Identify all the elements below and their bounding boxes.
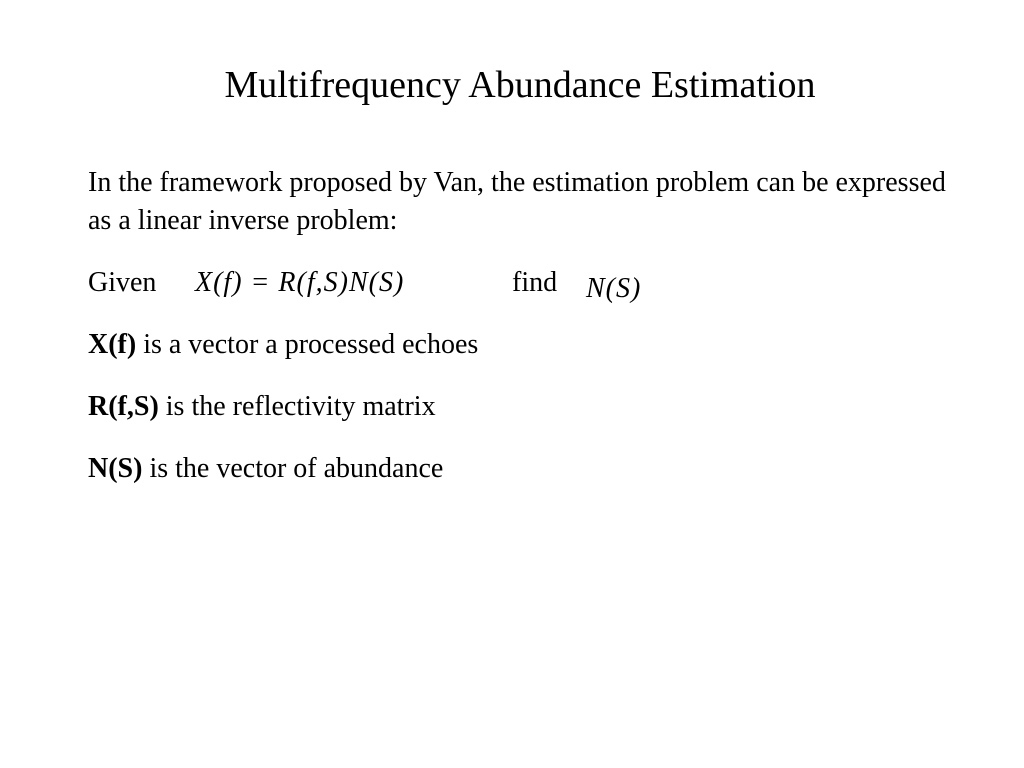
definition-description: is the reflectivity matrix: [158, 391, 436, 422]
definition-n: [88, 450, 443, 488]
equation-text: X(f) = R(f,S)N(S): [195, 267, 405, 298]
unknown-term: N(S): [586, 273, 642, 304]
slide-title: Multifrequency Abundance Estimation: [224, 64, 816, 106]
intro-paragraph: In the framework proposed by Van, the estimation problem can be expressed as a linear inverse problem:: [88, 167, 946, 236]
definition-term: X(f): [88, 329, 137, 360]
definition-term: N(S): [88, 453, 143, 484]
definition-x: [88, 326, 478, 364]
definition-term: R(f,S): [88, 391, 159, 422]
find-label: find: [512, 267, 558, 298]
definition-description: is the vector of abundance: [142, 453, 444, 484]
given-label: Given: [88, 267, 157, 298]
definition-r: [88, 388, 436, 426]
definition-description: is a vector a processed echoes: [136, 329, 479, 360]
equation: [195, 264, 404, 302]
